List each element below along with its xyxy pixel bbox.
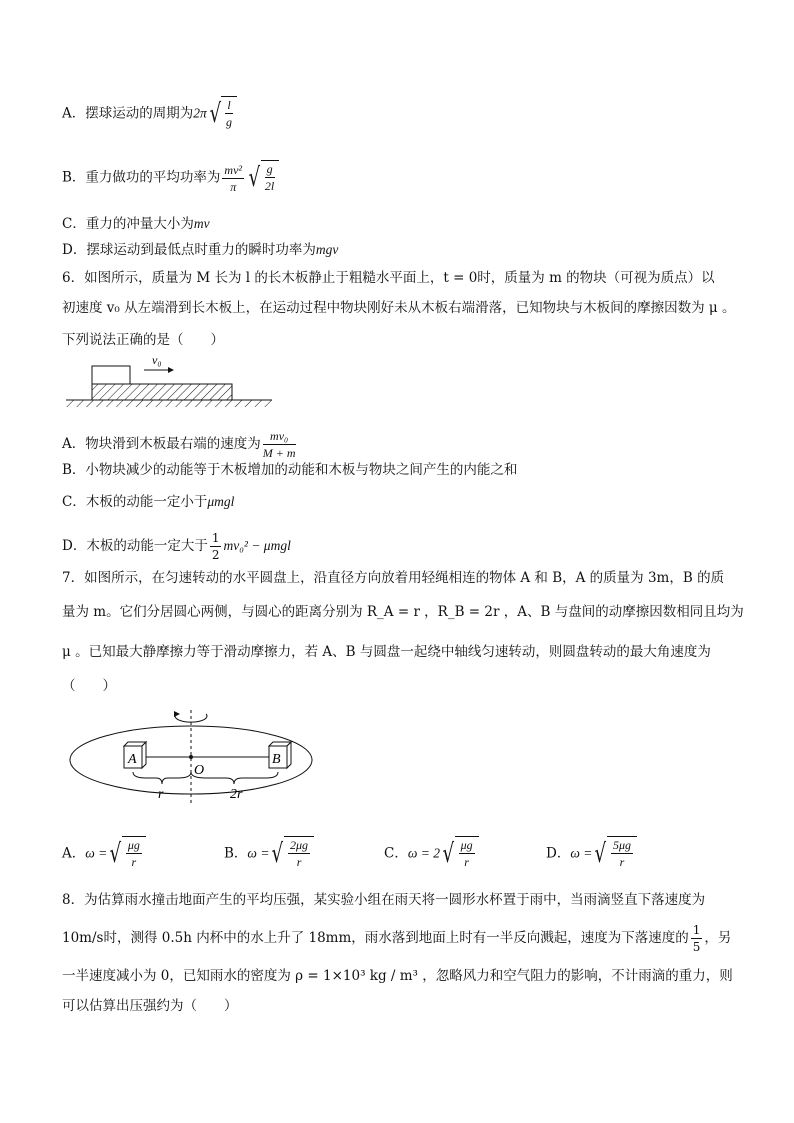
frac-num: 5μg (612, 838, 631, 852)
sqrt-expr: √ $\frac{l}{g}$ (207, 96, 237, 132)
math-expr: mv₀² − μmgl (223, 538, 291, 553)
math-expr: mv (193, 216, 210, 231)
stem-text: ，另 (704, 930, 732, 946)
q7-stem-line2: 量为 m。它们分居圆心两侧，与圆心的距离分别为 R_A = r ，R_B = 2r ，A、B 与盘间的动摩擦因数相同且均为 (62, 604, 744, 620)
sqrt-expr: √ $\frac{\mu g}{r}$ (107, 836, 146, 872)
option-text: C．重力的冲量大小为 (62, 216, 194, 232)
q6-stem-line1: 6．如图所示，质量为 M 长为 l 的长木板静止于粗糙水平面上，t = 0时，质量为 m 的物块（可视为质点）以 (62, 270, 715, 286)
center-label: O (194, 763, 205, 778)
math-expr: μmgl (207, 494, 235, 509)
arrow-head-icon (168, 367, 174, 373)
brace-r (133, 772, 191, 784)
option-text: C．木板的动能一定小于 (62, 494, 208, 510)
frac-den: π (230, 179, 237, 194)
q5-option-a (62, 96, 237, 132)
option-text: D．摆球运动到最低点时重力的瞬时功率为 (62, 242, 316, 258)
frac-num: mv² (224, 162, 243, 177)
frac-den: r (131, 855, 137, 869)
sqrt-expr: √ $\frac{5\mu g}{r}$ (592, 836, 637, 872)
q6-option-b: B．小物块减少的动能等于木板增加的动能和木板与物块之间产生的内能之和 (62, 462, 518, 478)
center-dot (189, 755, 193, 759)
block-a-label: A (128, 752, 137, 767)
q5-option-c (62, 214, 210, 234)
option-text: C． (384, 845, 408, 862)
option-text: B． (224, 845, 248, 862)
q6-option-c (62, 492, 234, 512)
option-text: A．物块滑到木板最右端的速度为 (62, 436, 261, 452)
option-text: A． (62, 845, 86, 862)
q7-option-a (62, 836, 146, 872)
q7-option-b (224, 836, 314, 872)
math-expr: ω = (247, 845, 270, 861)
frac-num: μg (127, 838, 140, 852)
q5-option-d (62, 240, 338, 260)
block-b (269, 742, 291, 768)
q5-option-b (62, 160, 279, 196)
option-text: B．重力做功的平均功率为 (62, 169, 221, 186)
option-text: A．摆球运动的周期为 (62, 105, 194, 122)
q7-stem-line1: 7．如图所示，在匀速转动的水平圆盘上，沿直径方向放着用轻绳相连的物体 A 和 B，A 的质量为 3m，B 的质 (62, 570, 725, 586)
q6-stem-line3: 下列说法正确的是（ ） (62, 332, 224, 348)
frac-den: r (296, 855, 302, 869)
sqrt-expr: √ $\frac{2\mu g}{r}$ (269, 836, 314, 872)
frac-num: 1 (211, 531, 220, 545)
frac-den: 2l (264, 179, 275, 193)
stem-text: 10m/s时，测得 0.5h 内杯中的水上升了 18mm，雨水落到地面上时有一半反向溅起，速度为下落速度的 (62, 930, 689, 946)
frac-den: r (619, 855, 625, 869)
frac-num: l (227, 98, 231, 112)
block-a (124, 742, 146, 768)
math-expr: ω = (85, 845, 108, 861)
block-b-label: B (272, 752, 281, 767)
board-block-figure (64, 350, 274, 408)
frac-den: M + m (262, 446, 296, 460)
q6-option-a (62, 428, 298, 461)
math-expr: ω = 2 (407, 845, 440, 861)
q7-stem-line3: μ 。已知最大静摩擦力等于滑动摩擦力，若 A、B 与圆盘一起绕中轴线匀速转动，则圆盘转动的最大角速度为 (62, 644, 711, 660)
frac-num: 2μg (290, 838, 309, 852)
sqrt-expr: √ $\frac{\mu g}{r}$ (440, 836, 479, 872)
sqrt-expr: √ $\frac{g}{2l}$ (246, 160, 279, 196)
frac-den: g (226, 115, 233, 129)
math-expr: 2π (193, 105, 207, 121)
frac-den: r (464, 855, 469, 869)
disk-figure (66, 700, 316, 808)
q8-stem-line3: 一半速度减小为 0，已知雨水的密度为 ρ = 1×10³ kg / m³ ，忽略风力和空气阻力的影响，不计雨滴的重力，则 (62, 968, 733, 984)
distance-2r-label: 2r (230, 787, 243, 802)
option-text: D．木板的动能一定大于 (62, 538, 208, 554)
frac-num: 1 (692, 923, 701, 937)
option-text: D． (546, 845, 571, 862)
frac-den: 2 (211, 548, 220, 562)
q7-stem-line4: （ ） (62, 678, 116, 694)
ground-hatch (66, 400, 272, 407)
board-rect (92, 384, 232, 400)
q8-stem-line2 (62, 922, 731, 955)
rotation-arrow-icon (174, 711, 180, 717)
q8-stem-line1: 8．为估算雨水撞击地面产生的平均压强，某实验小组在雨天将一圆形水杯置于雨中，当雨滴竖直下落速度为 (62, 892, 706, 908)
block-rect (92, 366, 130, 384)
q8-stem-line4: 可以估算出压强约为（ ） (62, 998, 238, 1014)
frac-num: μg (460, 838, 473, 852)
frac-num: g (266, 162, 273, 176)
q7-option-d (546, 836, 637, 872)
velocity-label: v₀ (152, 353, 162, 367)
distance-r-label: r (158, 787, 164, 802)
q7-option-c (384, 836, 479, 872)
q6-stem-line2: 初速度 v₀ 从左端滑到长木板上，在运动过程中物块刚好未从木板右端滑落，已知物块与木板间的摩擦因数为 μ 。 (62, 300, 736, 316)
frac-num: mv₀ (263, 428, 296, 445)
frac-den: 5 (692, 940, 701, 954)
math-expr: mgv (315, 242, 339, 257)
math-expr: ω = (570, 845, 593, 861)
q6-option-d (62, 530, 291, 563)
